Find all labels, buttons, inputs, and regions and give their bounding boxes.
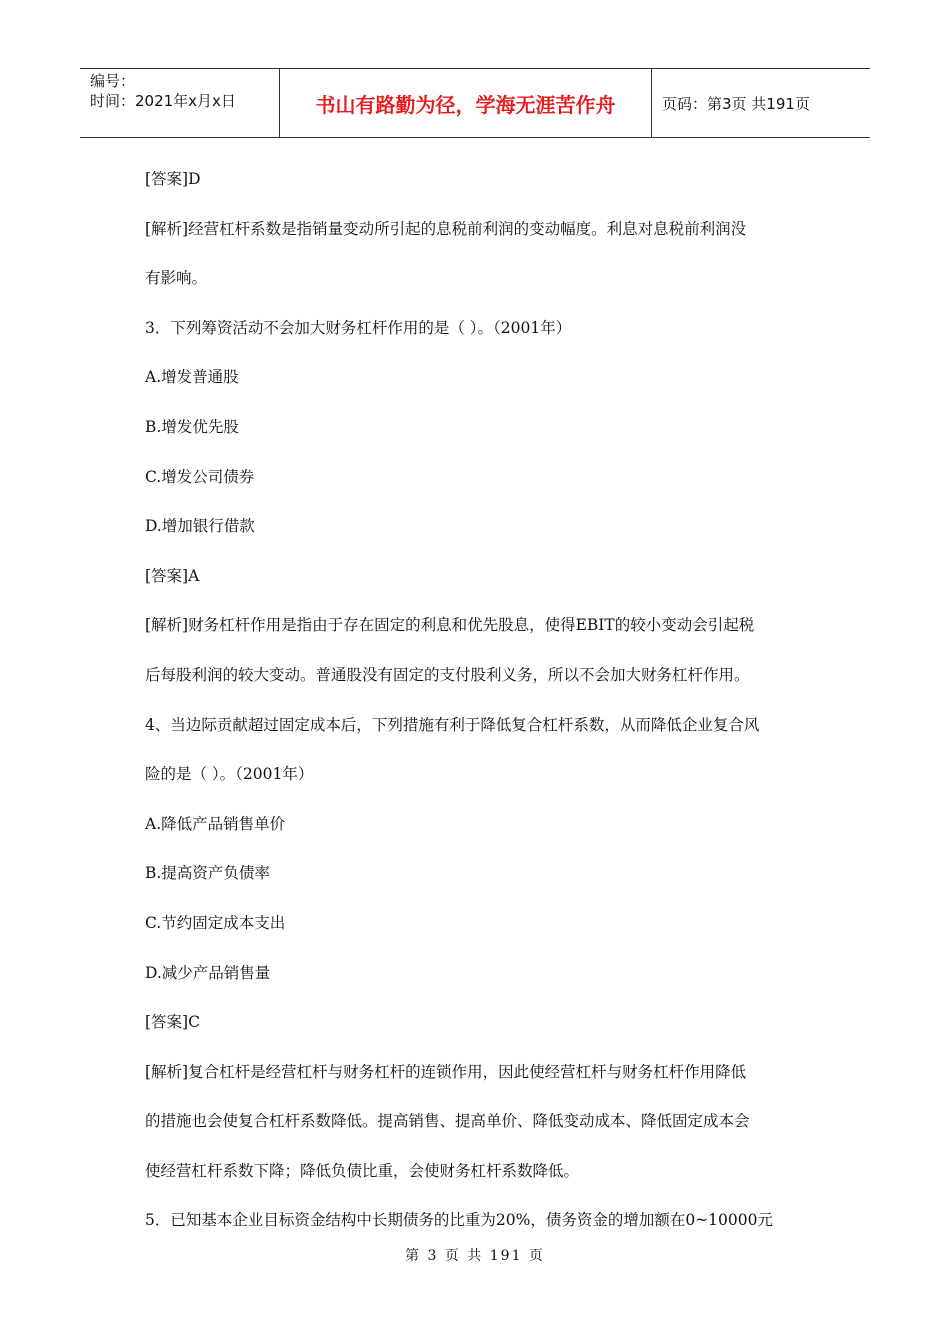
question-3-stem: 3．下列筹资活动不会加大财务杠杆作用的是（ ）。（2001年）: [145, 318, 572, 337]
question-3-option-b: B.增发优先股: [145, 417, 239, 436]
question-3-answer: [答案]A: [145, 566, 200, 585]
question-5-stem: 5．已知基本企业目标资金结构中长期债务的比重为20%，债务资金的增加额在0~10000元: [145, 1211, 773, 1230]
header-meta: [80, 69, 280, 137]
question-3-option-d: D.增加银行借款: [145, 517, 255, 536]
header-page-number: 页码：第3页 共191页: [662, 94, 810, 113]
question-4-option-b: B.提高资产负债率: [145, 864, 270, 883]
page-footer: 第 3 页 共 191 页: [405, 1248, 545, 1264]
question-4-option-d: D.减少产品销售量: [145, 963, 271, 982]
question-4-stem: 险的是（ ）。（2001年）: [145, 765, 314, 784]
text-line: 有影响。: [145, 269, 208, 288]
question-3-analysis: [解析]财务杠杆作用是指由于存在固定的利息和优先股息，使得EBIT的较小变动会引起税: [145, 616, 755, 635]
text-line: [答案]D: [145, 170, 201, 188]
question-4-answer: [答案]C: [145, 1013, 200, 1032]
question-4-option-a: A.降低产品销售单价: [145, 814, 286, 833]
question-4-option-c: C.节约固定成本支出: [145, 913, 286, 932]
question-4-analysis: 使经营杠杆系数下降；降低负债比重，会使财务杠杆系数降低。: [145, 1161, 580, 1180]
question-3-option-a: A.增发普通股: [145, 368, 239, 387]
page-header: [80, 68, 870, 138]
question-4-analysis: 的措施也会使复合杠杆系数降低。提高销售、提高单价、降低变动成本、降低固定成本会: [145, 1112, 750, 1131]
question-3-analysis: 后每股利润的较大变动。普通股没有固定的支付股利义务，所以不会加大财务杠杆作用。: [145, 665, 750, 684]
document-number-label: 编号：: [90, 72, 136, 90]
question-4-stem: 4、当边际贡献超过固定成本后，下列措施有利于降低复合杠杆系数，从而降低企业复合风: [145, 715, 760, 734]
question-4-analysis: [解析]复合杠杆是经营杠杆与财务杠杆的连锁作用，因此使经营杠杆与财务杠杆作用降低: [145, 1062, 747, 1081]
text-line: [解析]经营杠杆系数是指销量变动所引起的息税前利润的变动幅度。利息对息税前利润没: [145, 219, 747, 238]
header-motto: 书山有路勤为径，学海无涯苦作舟: [280, 69, 652, 137]
document-body: [145, 155, 805, 1246]
question-3-option-c: C.增发公司债券: [145, 467, 255, 486]
document-time-label: 时间：2021年x月x日: [90, 92, 236, 110]
